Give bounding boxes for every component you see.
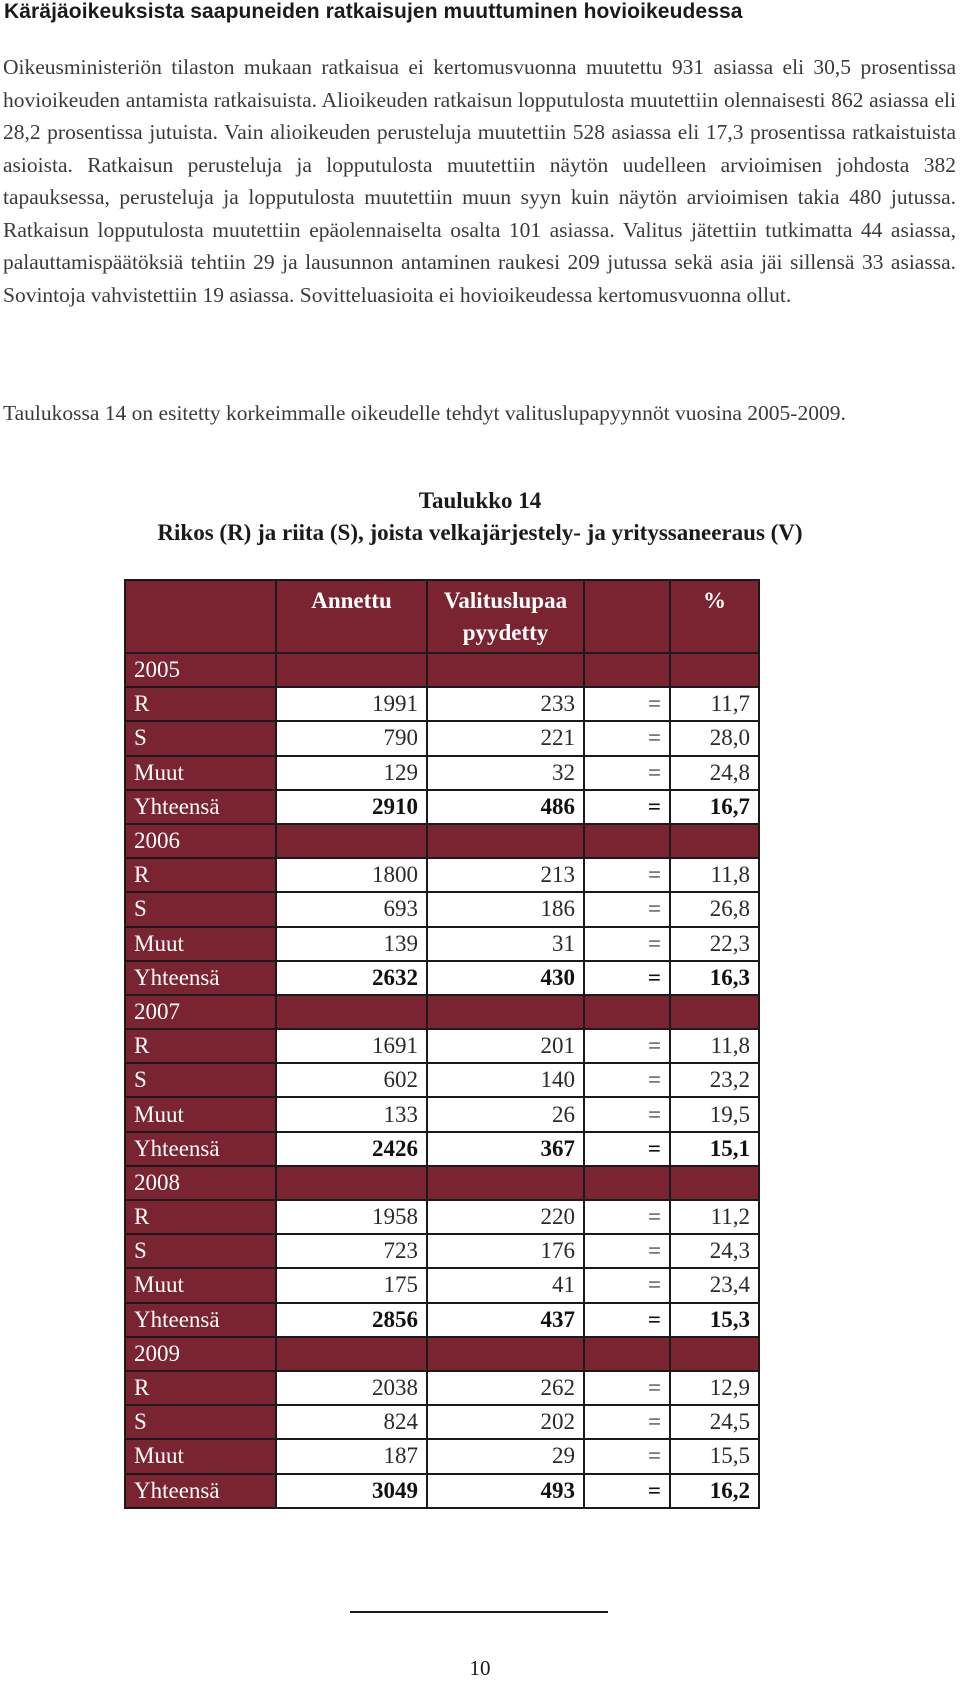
row-label: S [125,1405,276,1439]
cell-annettu: 824 [276,1405,427,1439]
year-label: 2009 [125,1337,276,1371]
table-row [125,721,759,755]
cell-equals: = [584,858,670,892]
header-valituslupaa: Valituslupaa [443,588,568,613]
row-label: Yhteensä [125,961,276,995]
table-subtitle: Rikos (R) ja riita (S), joista velkajärjestely- ja yrityssaneeraus (V) [157,520,803,545]
table-total-row [125,961,759,995]
cell-annettu: 2632 [276,961,427,995]
cell-pyydetty: 437 [427,1303,584,1337]
row-label: R [125,1200,276,1234]
cell-pyydetty: 367 [427,1132,584,1166]
table-header-row [125,580,759,653]
cell-equals: = [584,721,670,755]
cell-pyydetty: 221 [427,721,584,755]
cell-pyydetty: 201 [427,1029,584,1063]
cell-percent: 11,2 [670,1200,759,1234]
table-row [125,1268,759,1302]
year-empty-cell [584,824,670,858]
cell-equals: = [584,756,670,790]
header-valituslupaa-pyydetty [427,580,584,653]
cell-percent: 11,8 [670,1029,759,1063]
cell-equals: = [584,1405,670,1439]
year-empty-cell [584,653,670,687]
cell-annettu: 2856 [276,1303,427,1337]
table-row [125,1439,759,1473]
table-row [125,1063,759,1097]
year-empty-cell [276,1166,427,1200]
table-year-row [125,1337,759,1371]
year-empty-cell [427,995,584,1029]
cell-percent: 12,9 [670,1371,759,1405]
row-label: Muut [125,1097,276,1131]
cell-percent: 24,5 [670,1405,759,1439]
table-row [125,1029,759,1063]
year-label: 2006 [125,824,276,858]
year-label: 2008 [125,1166,276,1200]
row-label: R [125,1371,276,1405]
row-label: Muut [125,1268,276,1302]
cell-equals: = [584,1097,670,1131]
cell-annettu: 2038 [276,1371,427,1405]
cell-annettu: 693 [276,892,427,926]
row-label: R [125,858,276,892]
cell-annettu: 723 [276,1234,427,1268]
table-row [125,892,759,926]
year-empty-cell [584,1337,670,1371]
cell-percent: 24,8 [670,756,759,790]
cell-pyydetty: 493 [427,1474,584,1508]
row-label: Yhteensä [125,1474,276,1508]
cell-percent: 16,7 [670,790,759,824]
cell-pyydetty: 486 [427,790,584,824]
cell-percent: 15,1 [670,1132,759,1166]
cell-pyydetty: 32 [427,756,584,790]
cell-equals: = [584,1200,670,1234]
cell-percent: 23,4 [670,1268,759,1302]
year-empty-cell [670,995,759,1029]
cell-pyydetty: 186 [427,892,584,926]
year-empty-cell [584,995,670,1029]
footer-rule [350,1611,608,1613]
year-empty-cell [670,653,759,687]
cell-percent: 11,8 [670,858,759,892]
table-row [125,858,759,892]
year-empty-cell [670,1337,759,1371]
cell-percent: 15,3 [670,1303,759,1337]
cell-equals: = [584,1439,670,1473]
cell-pyydetty: 430 [427,961,584,995]
cell-equals: = [584,1474,670,1508]
cell-equals: = [584,1303,670,1337]
year-empty-cell [584,1166,670,1200]
cell-equals: = [584,790,670,824]
cell-equals: = [584,1234,670,1268]
year-empty-cell [427,1166,584,1200]
cell-pyydetty: 220 [427,1200,584,1234]
table-year-row [125,653,759,687]
table-total-row [125,790,759,824]
year-empty-cell [427,824,584,858]
cell-annettu: 2910 [276,790,427,824]
cell-annettu: 602 [276,1063,427,1097]
year-empty-cell [276,653,427,687]
header-percent: % [670,580,759,653]
appeal-permission-table [124,579,760,1509]
row-label: Muut [125,756,276,790]
table-row [125,1097,759,1131]
cell-pyydetty: 233 [427,687,584,721]
cell-pyydetty: 213 [427,858,584,892]
body-paragraph-2: Taulukossa 14 on esitetty korkeimmalle oikeudelle tehdyt valituslupapyynnöt vuosina 2005-2009. [3,401,846,425]
cell-pyydetty: 41 [427,1268,584,1302]
cell-annettu: 133 [276,1097,427,1131]
cell-percent: 19,5 [670,1097,759,1131]
cell-pyydetty: 176 [427,1234,584,1268]
year-empty-cell [427,1337,584,1371]
year-empty-cell [276,824,427,858]
cell-percent: 26,8 [670,892,759,926]
table-total-row [125,1303,759,1337]
cell-equals: = [584,1029,670,1063]
year-empty-cell [670,1166,759,1200]
cell-annettu: 790 [276,721,427,755]
table-row [125,1200,759,1234]
year-label: 2007 [125,995,276,1029]
row-label: R [125,687,276,721]
row-label: S [125,892,276,926]
row-label: Yhteensä [125,1303,276,1337]
cell-pyydetty: 26 [427,1097,584,1131]
body-paragraph-1: Oikeusministeriön tilaston mukaan ratkaisua ei kertomusvuonna muutettu 931 asiassa eli 30,5 prosentissa hovioikeuden antamista ratkaisuista. Alioikeuden ratkaisun lopputulosta muutettiin olennaisesti 862 asiassa eli 28,2 prosentissa jutuista. Vain alioikeuden perusteluja muutettiin 528 asiassa eli 17,3 prosentissa ratkaistuista asioista. Ratkaisun perusteluja ja lopputulosta muutettiin näytön uudelleen arvioimisen johdosta 382 tapauksessa, perusteluja ja lopputulosta muutettiin muun syyn kuin näytön arvioimisen takia 480 jutussa. Ratkaisun lopputulosta muutettiin epäolennaiselta osalta 101 asiassa. Valitus jätettiin tutkimatta 44 asiassa, palauttamispäätöksiä tehtiin 29 ja lausunnon antaminen raukesi 209 jutussa sekä asia jäi sillensä 33 asiassa. Sovintoja vahvistettiin 19 asiassa. Sovitteluasioita ei hovioikeudessa kertomusvuonna ollut. [3,55,956,307]
cell-equals: = [584,1063,670,1097]
header-empty-cell [125,580,276,653]
cell-percent: 23,2 [670,1063,759,1097]
table-total-row [125,1474,759,1508]
cell-annettu: 1691 [276,1029,427,1063]
row-label: Muut [125,927,276,961]
cell-pyydetty: 29 [427,1439,584,1473]
section-heading: Käräjäoikeuksista saapuneiden ratkaisujen muuttuminen hovioikeudessa [4,0,743,23]
cell-percent: 16,2 [670,1474,759,1508]
table-total-row [125,1132,759,1166]
row-label: Yhteensä [125,790,276,824]
table-caption: Taulukko 14 [418,488,542,513]
cell-annettu: 1958 [276,1200,427,1234]
cell-percent: 24,3 [670,1234,759,1268]
cell-annettu: 3049 [276,1474,427,1508]
row-label: R [125,1029,276,1063]
cell-equals: = [584,687,670,721]
cell-annettu: 2426 [276,1132,427,1166]
cell-equals: = [584,1132,670,1166]
year-empty-cell [276,1337,427,1371]
cell-annettu: 187 [276,1439,427,1473]
row-label: S [125,1063,276,1097]
cell-equals: = [584,1371,670,1405]
table-year-row [125,824,759,858]
cell-annettu: 175 [276,1268,427,1302]
cell-pyydetty: 140 [427,1063,584,1097]
cell-equals: = [584,1268,670,1302]
row-label: S [125,1234,276,1268]
cell-equals: = [584,927,670,961]
table-row [125,687,759,721]
cell-equals: = [584,892,670,926]
year-empty-cell [670,824,759,858]
cell-equals: = [584,961,670,995]
header-empty-cell [584,580,670,653]
cell-annettu: 1800 [276,858,427,892]
cell-annettu: 139 [276,927,427,961]
table-row [125,756,759,790]
page-number: 10 [469,1656,491,1680]
table-year-row [125,1166,759,1200]
row-label: Muut [125,1439,276,1473]
table-row [125,1371,759,1405]
cell-percent: 15,5 [670,1439,759,1473]
cell-percent: 16,3 [670,961,759,995]
cell-pyydetty: 31 [427,927,584,961]
header-pyydetty: pyydetty [462,620,549,645]
cell-percent: 22,3 [670,927,759,961]
year-empty-cell [427,653,584,687]
row-label: Yhteensä [125,1132,276,1166]
cell-annettu: 1991 [276,687,427,721]
cell-pyydetty: 202 [427,1405,584,1439]
header-annettu: Annettu [276,580,427,653]
cell-percent: 11,7 [670,687,759,721]
cell-annettu: 129 [276,756,427,790]
year-empty-cell [276,995,427,1029]
row-label: S [125,721,276,755]
table-row [125,927,759,961]
table-row [125,1405,759,1439]
table-year-row [125,995,759,1029]
year-label: 2005 [125,653,276,687]
table-row [125,1234,759,1268]
cell-pyydetty: 262 [427,1371,584,1405]
cell-percent: 28,0 [670,721,759,755]
